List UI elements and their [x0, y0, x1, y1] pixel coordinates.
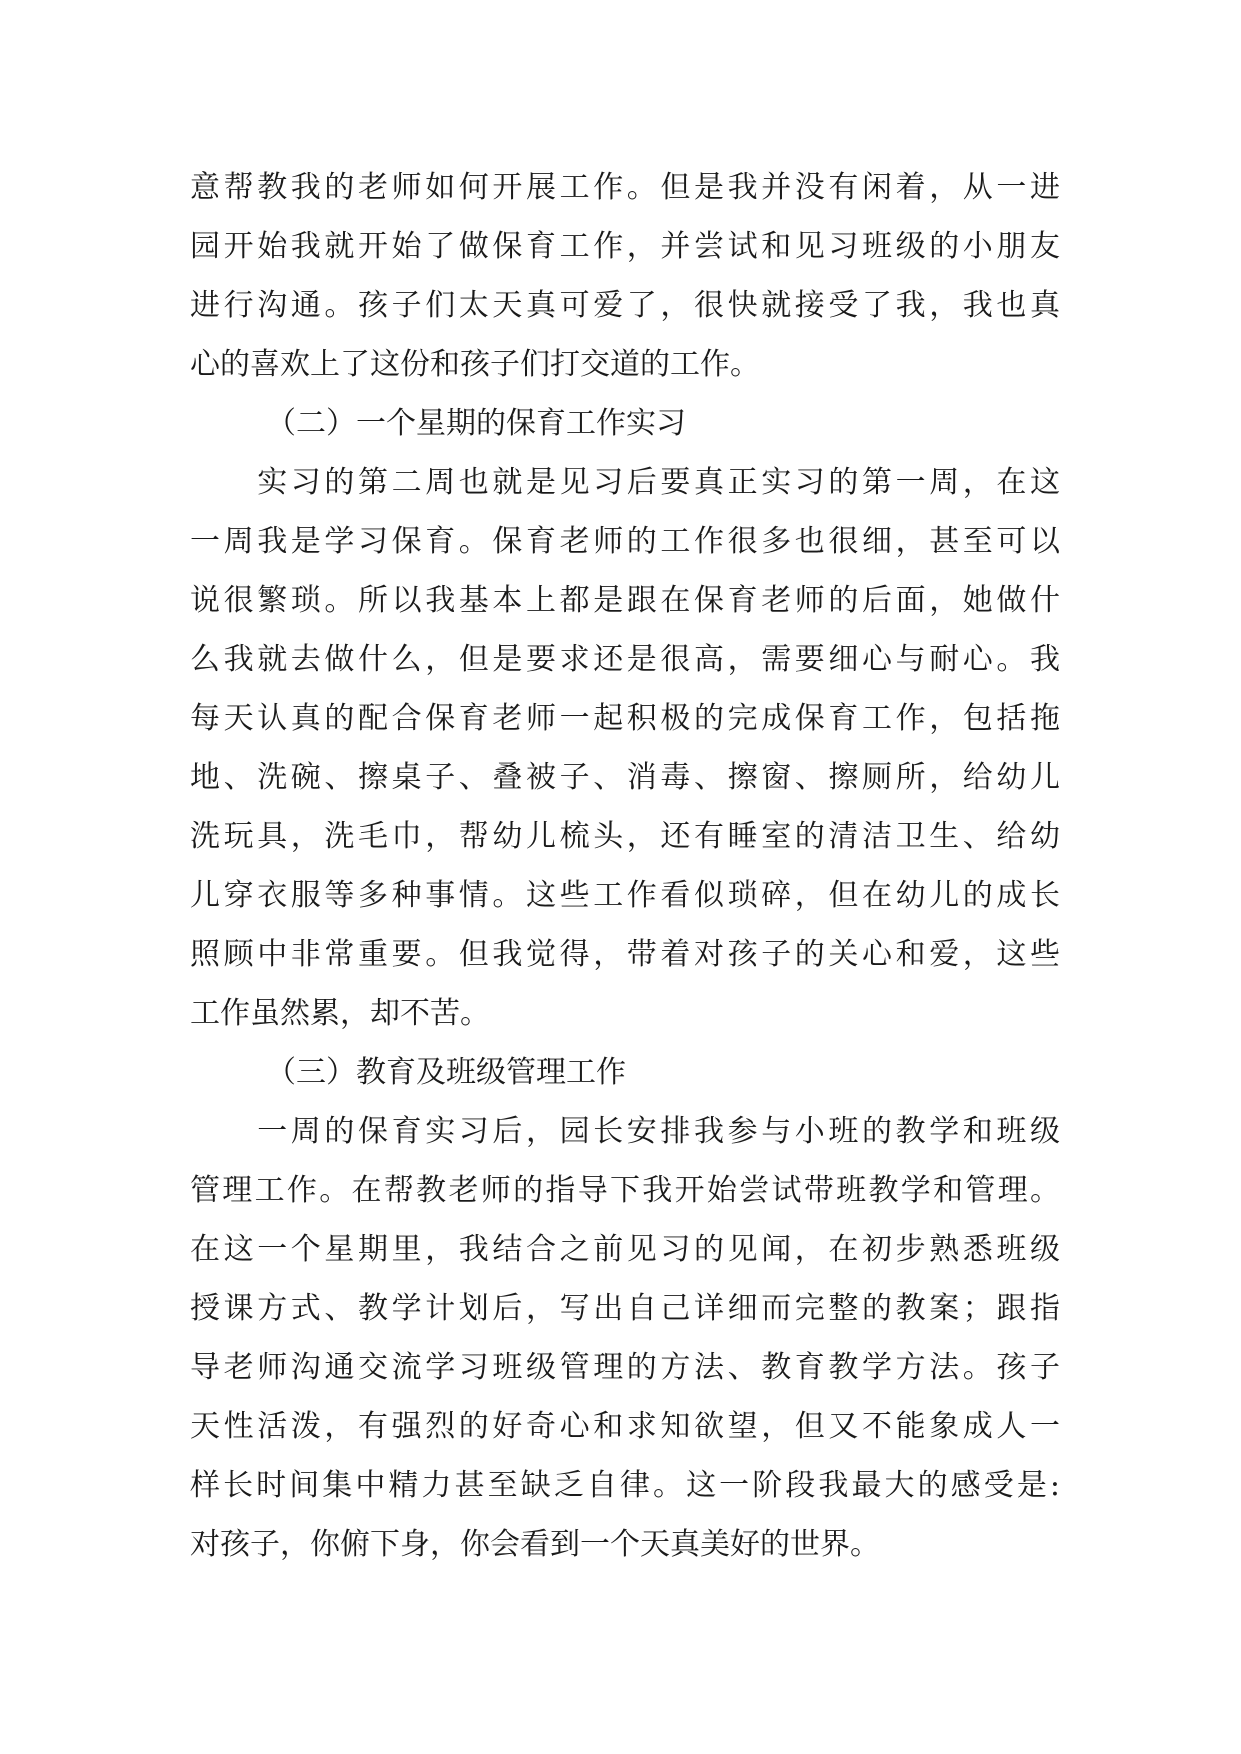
paragraph-line: 园开始我就开始了做保育工作，并尝试和见习班级的小朋友 [190, 229, 1060, 264]
paragraph-line: 样长时间集中精力甚至缺乏自律。这一阶段我最大的感受是: [190, 1468, 1060, 1503]
section-heading: （二）一个星期的保育工作实习 [266, 406, 686, 441]
paragraph-line: 地、洗碗、擦桌子、叠被子、消毒、擦窗、擦厕所，给幼儿 [190, 760, 1060, 795]
paragraph-line: 儿穿衣服等多种事情。这些工作看似琐碎，但在幼儿的成长 [190, 878, 1060, 913]
paragraph-line: 授课方式、教学计划后，写出自己详细而完整的教案；跟指 [190, 1291, 1060, 1326]
section-heading: （三）教育及班级管理工作 [266, 1055, 626, 1090]
paragraph-line: 导老师沟通交流学习班级管理的方法、教育教学方法。孩子 [190, 1350, 1060, 1385]
paragraph-line: 洗玩具，洗毛巾，帮幼儿梳头，还有睡室的清洁卫生、给幼 [190, 819, 1060, 854]
paragraph-line: 心的喜欢上了这份和孩子们打交道的工作。 [190, 347, 760, 382]
paragraph-line: 进行沟通。孩子们太天真可爱了，很快就接受了我，我也真 [190, 288, 1060, 323]
document-body [190, 158, 1060, 1574]
paragraph-line: 照顾中非常重要。但我觉得，带着对孩子的关心和爱，这些 [190, 937, 1060, 972]
paragraph-line: 一周的保育实习后，园长安排我参与小班的教学和班级 [190, 1114, 1060, 1149]
paragraph-line: 每天认真的配合保育老师一起积极的完成保育工作，包括拖 [190, 701, 1060, 736]
paragraph-line: 说很繁琐。所以我基本上都是跟在保育老师的后面，她做什 [190, 583, 1060, 618]
paragraph-line: 对孩子，你俯下身，你会看到一个天真美好的世界。 [190, 1527, 880, 1562]
paragraph-line: 在这一个星期里，我结合之前见习的见闻，在初步熟悉班级 [190, 1232, 1060, 1267]
paragraph-line: 么我就去做什么，但是要求还是很高，需要细心与耐心。我 [190, 642, 1060, 677]
paragraph-line: 工作虽然累，却不苦。 [190, 996, 490, 1031]
paragraph-line: 意帮教我的老师如何开展工作。但是我并没有闲着，从一进 [190, 170, 1060, 205]
paragraph-line: 实习的第二周也就是见习后要真正实习的第一周，在这 [190, 465, 1060, 500]
paragraph-line: 一周我是学习保育。保育老师的工作很多也很细，甚至可以 [190, 524, 1060, 559]
paragraph-line: 天性活泼，有强烈的好奇心和求知欲望，但又不能象成人一 [190, 1409, 1060, 1444]
paragraph-line: 管理工作。在帮教老师的指导下我开始尝试带班教学和管理。 [190, 1173, 1060, 1208]
